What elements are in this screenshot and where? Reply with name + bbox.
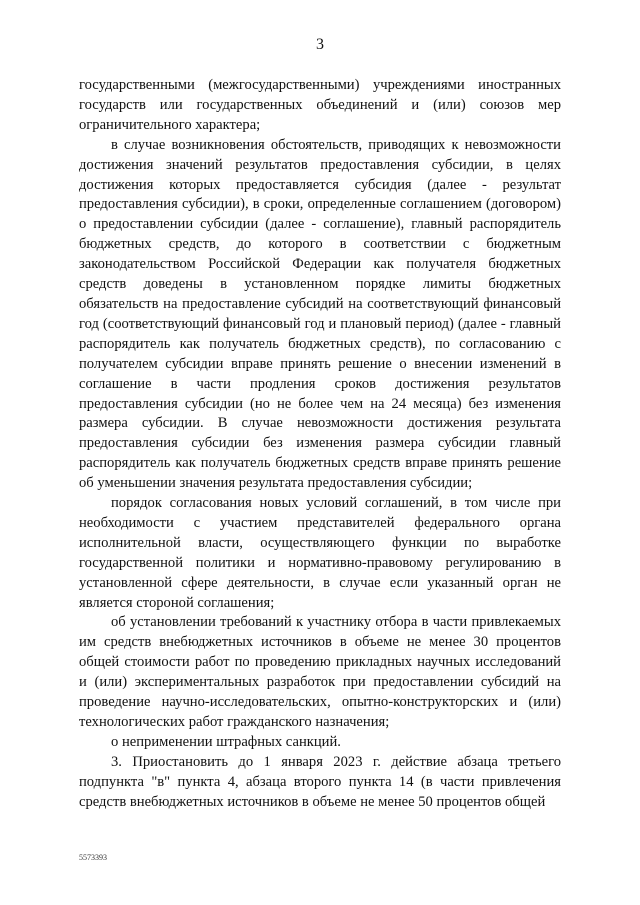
paragraph-participant-requirements: об установлении требований к участнику отбора в части привлекаемых им средств внебюджетных источников в объеме не менее 30 процентов общей стоимости работ по проведению прикладных научных исследований и (или) экспериментальных разработок при предоставлении субсидий на проведение научно-исследовательских, опытно-конструкторских и (или) технологических работ гражданского назначения; — [79, 614, 561, 730]
document-body — [79, 76, 561, 813]
paragraph-continuation: государственными (межгосударственными) учреждениями иностранных государств или государственных объединений и (или) союзов мер ограничительного характера; — [79, 77, 561, 133]
paragraph-no-penalties: о неприменении штрафных санкций. — [111, 733, 341, 750]
paragraph-item-3: 3. Приостановить до 1 января 2023 г. действие абзаца третьего подпункта "в" пункта 4, абзаца второго пункта 14 (в части привлечения средств внебюджетных источников в объеме не менее 50 процентов общей — [79, 753, 561, 810]
paragraph-circumstances: в случае возникновения обстоятельств, приводящих к невозможности достижения значений результатов предоставления субсидии, в целях достижения которых предоставляется субсидия (далее - результат предоставления субсидии), в сроки, определенные соглашением (договором) о предоставлении субсидии (далее - соглашение), главный распорядитель бюджетных средств, до которого в соответствии с бюджетным законодательством Российской Федерации как получателя бюджетных средств доведены в установленном порядке лимиты бюджетных обязательств на предоставление субсидий на соответствующий финансовый год (соответствующий финансовый год и плановый период) (далее - главный распорядитель как получатель бюджетных средств), по согласованию с получателем субсидии вправе принять решение о внесении изменений в соглашение в части продления сроков достижения результатов предоставления субсидии (но не более чем на 24 месяца) без изменения размера субсидии. В случае невозможности достижения результата предоставления субсидии без изменения размера субсидии главный распорядитель как получатель бюджетных средств вправе принять решение об уменьшении значения результата предоставления субсидии; — [79, 136, 561, 492]
document-id: 5573393 — [79, 853, 107, 862]
paragraph-agreement-terms: порядок согласования новых условий соглашений, в том числе при необходимости с участием представителей федерального органа исполнительной власти, осуществляющего функции по выработке государственной политики и нормативно-правовому регулированию в установленной сфере деятельности, в случае если указанный орган не является стороной соглашения; — [79, 495, 561, 611]
page-number: 3 — [316, 36, 324, 53]
